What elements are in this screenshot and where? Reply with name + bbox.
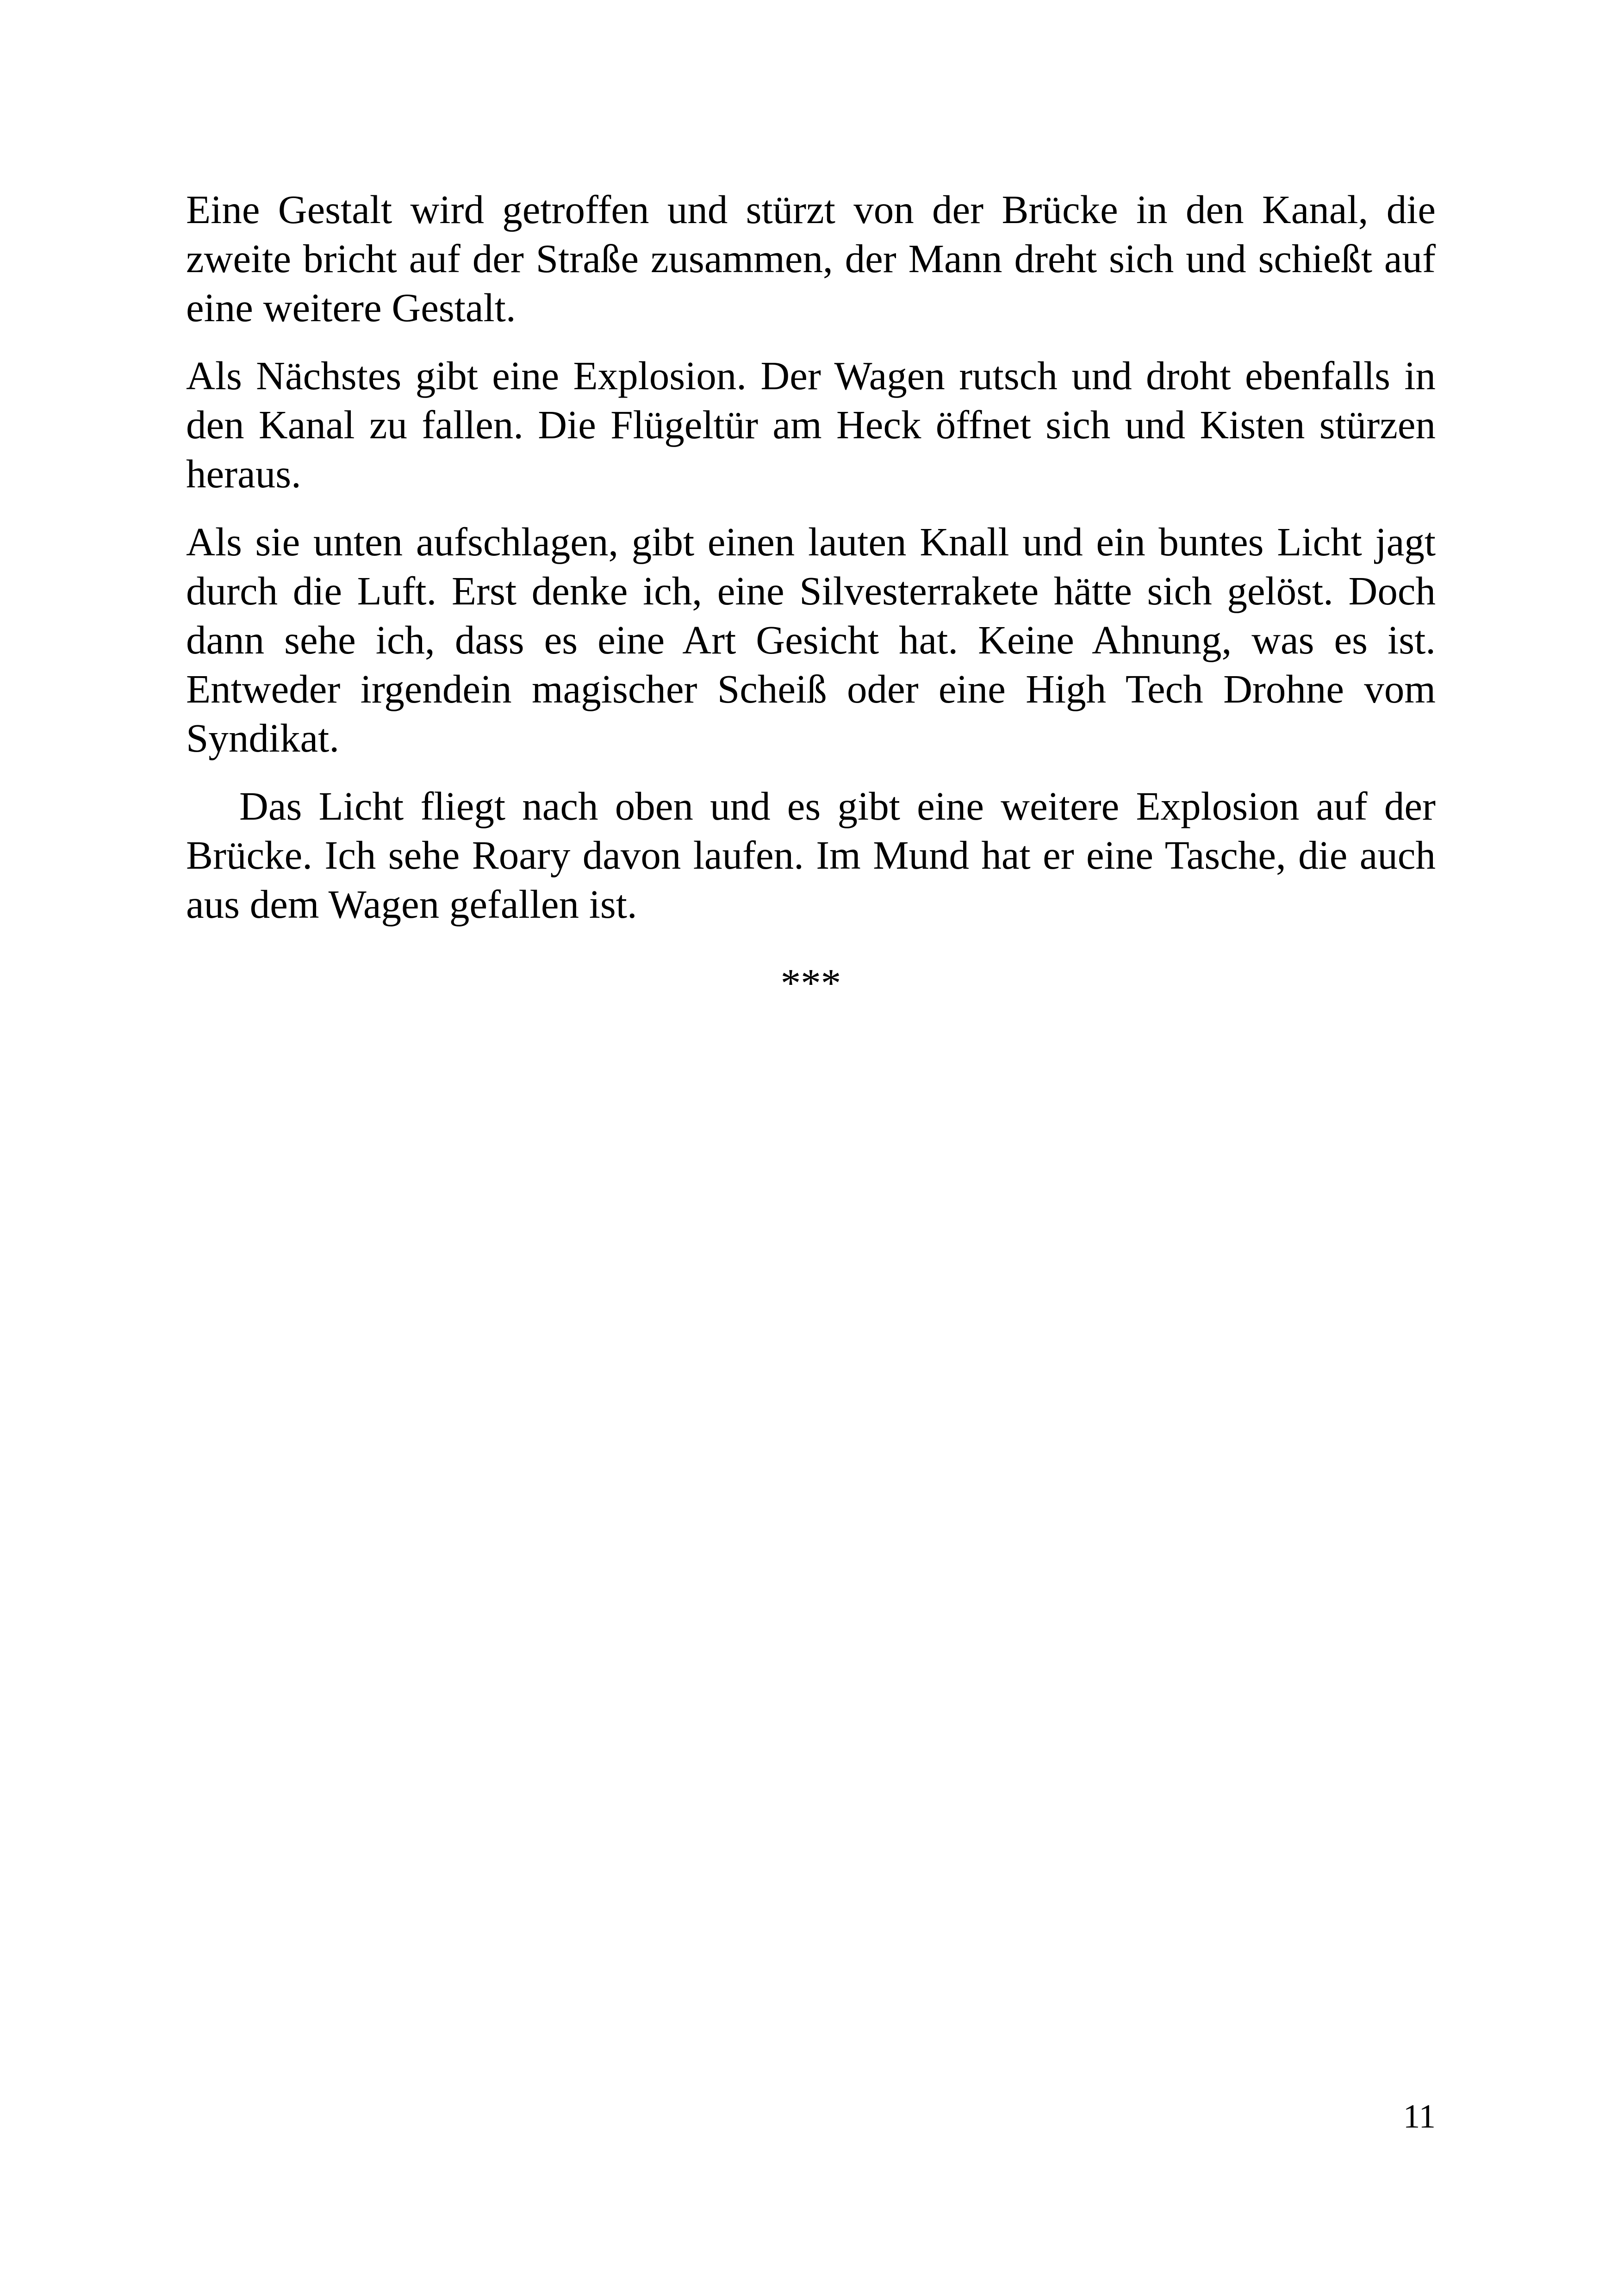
scene-break: *** — [780, 960, 841, 1005]
body-text — [186, 185, 1436, 948]
paragraph-2: Als Nächstes gibt eine Explosion. Der Wagen rutsch und droht ebenfalls in den Kanal zu fallen. Die Flügeltür am Heck öffnet sich und Kisten stürzen heraus. — [186, 353, 1436, 496]
paragraph-1: Eine Gestalt wird getroffen und stürzt von der Brücke in den Kanal, die zweite bricht auf der Straße zusammen, der Mann dreht sich und schießt auf eine weitere Gestalt. — [186, 187, 1436, 330]
paragraph-4: Das Licht fliegt nach oben und es gibt eine weitere Explosion auf der Brücke. Ich sehe Roary davon laufen. Im Mund hat er eine Tasche, die auch aus dem Wagen gefallen ist. — [186, 784, 1436, 927]
page-number: 11 — [1403, 2097, 1436, 2135]
paragraph-3: Als sie unten aufschlagen, gibt einen lauten Knall und ein buntes Licht jagt durch die Luft. Erst denke ich, eine Silvesterrakete hätte sich gelöst. Doch dann sehe ich, dass es eine Art Gesicht hat. Keine Ahnung, was es ist. Entweder irgendein magischer Scheiß oder eine High Tech Drohne vom Syndikat. — [186, 519, 1436, 760]
